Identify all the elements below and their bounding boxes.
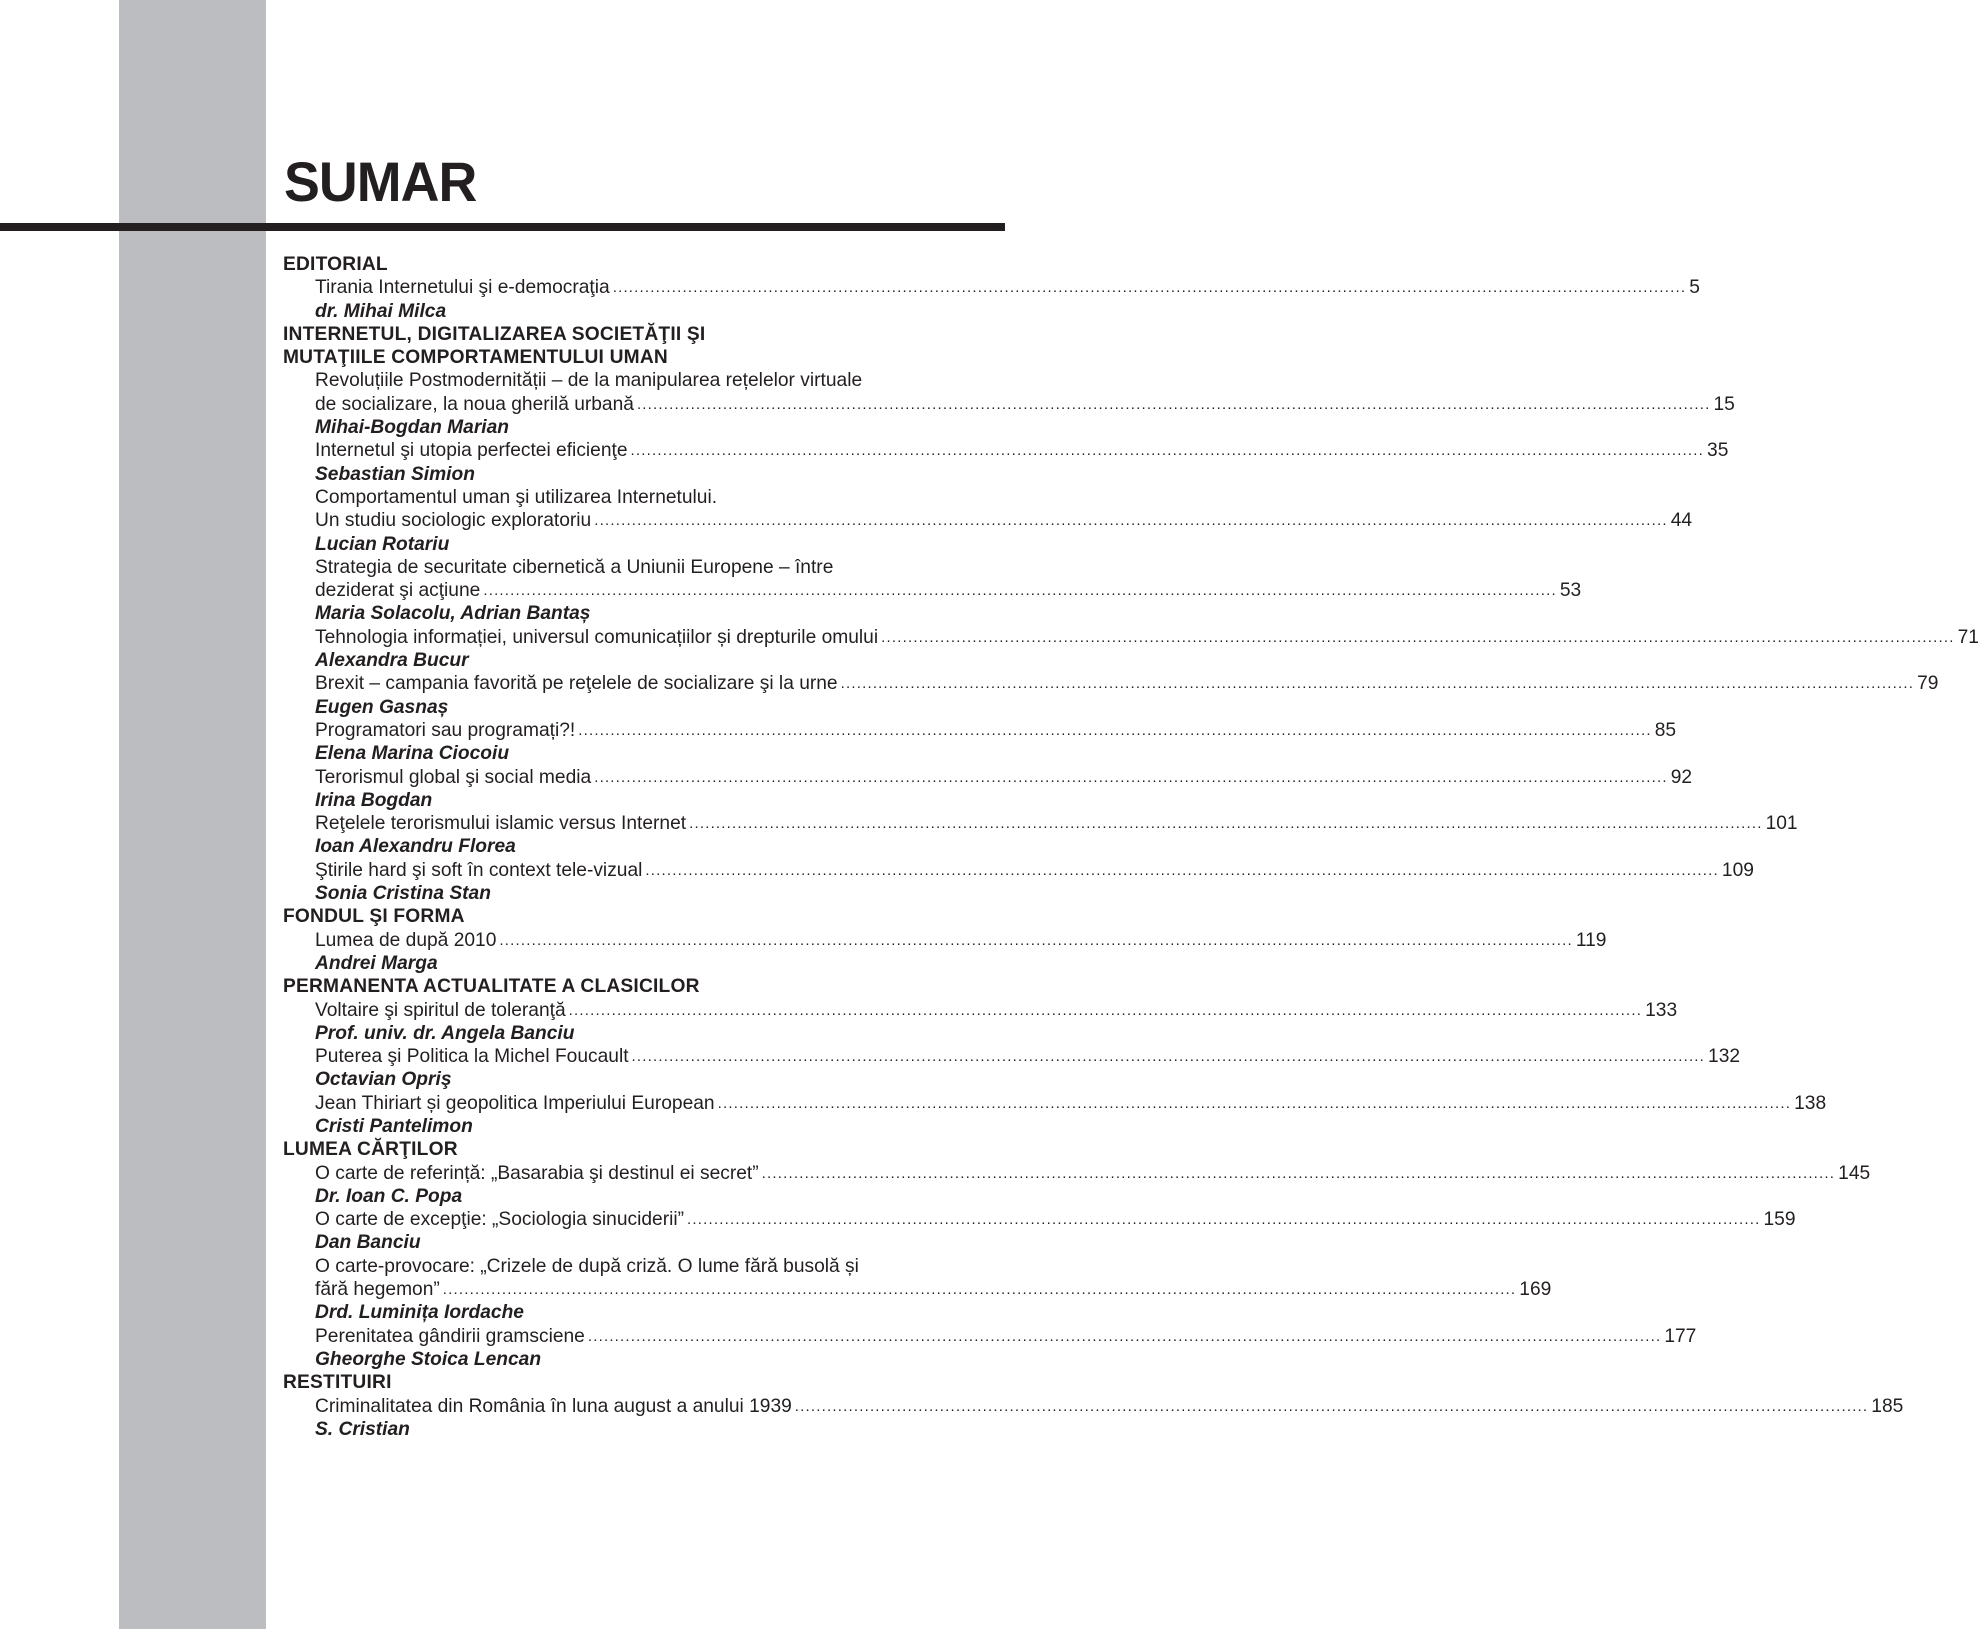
toc-author: Andrei Marga (315, 952, 438, 974)
toc-page-number: 109 (1721, 859, 1754, 881)
dot-leader: ........................................................................................................................................................................................................ (442, 1281, 1517, 1299)
toc-entry-title: Strategia de securitate cibernetică a Uniunii Europene – între (315, 556, 834, 578)
toc-entry (283, 1162, 1871, 1185)
toc-entry (283, 1325, 1697, 1348)
toc-entry-title-line (283, 369, 975, 392)
toc-entry (283, 276, 1700, 299)
toc-entry-title: O carte de referință: „Basarabia şi destinul ei secret” (315, 1162, 759, 1184)
toc-entry-title: Reţelele terorismului islamic versus Internet (315, 813, 687, 835)
toc-entry-title: Criminalitatea din România în luna august a anului 1939 (315, 1395, 792, 1417)
toc-entry-title: Voltaire şi spiritul de toleranţă (315, 999, 566, 1021)
toc-entry (283, 719, 1677, 742)
toc-page-number: 85 (1654, 719, 1677, 741)
toc-entry (283, 859, 1754, 882)
toc-section-heading: RESTITUIRI (283, 1372, 392, 1394)
toc-entry (283, 1395, 1904, 1418)
dot-leader: ........................................................................................................................................................................................................ (578, 721, 1652, 739)
toc-page-number: 185 (1871, 1395, 1904, 1417)
dot-leader: ........................................................................................................................................................................................................ (499, 931, 1573, 949)
toc-page-number: 44 (1670, 510, 1693, 532)
toc-page-number: 15 (1713, 393, 1735, 415)
toc-entry-title: Tehnologia informației, universul comunicațiilor și drepturile omului (315, 626, 879, 648)
toc-author: Alexandra Bucur (315, 650, 469, 672)
title-rule (0, 223, 1005, 231)
toc-author: Irina Bogdan (315, 789, 433, 811)
toc-entry (283, 1092, 1827, 1115)
dot-leader: ........................................................................................................................................................................................................ (483, 582, 1557, 600)
toc-entry-title: Ştirile hard şi soft în context tele-vizual (315, 859, 643, 881)
toc-entry (283, 812, 1798, 835)
toc-entry (283, 509, 1693, 532)
toc-page-number: 53 (1559, 580, 1582, 602)
toc-author: Eugen Gasnaș (315, 696, 449, 718)
toc-entry-title-line (283, 486, 975, 509)
toc-entry (283, 672, 1939, 695)
toc-section-heading: EDITORIAL (283, 254, 388, 275)
toc-page-number: 119 (1575, 929, 1607, 951)
page-title: SUMAR (284, 150, 477, 213)
toc-page-number: 71 (1957, 626, 1979, 648)
toc-page-number: 92 (1670, 766, 1693, 788)
toc-author: Dan Banciu (315, 1232, 421, 1254)
dot-leader: ........................................................................................................................................................................................................ (761, 1164, 1836, 1182)
dot-leader: ........................................................................................................................................................................................................ (840, 675, 1915, 693)
toc-section-heading: LUMEA CĂRŢILOR (283, 1139, 458, 1161)
toc-author: Gheorghe Stoica Lencan (315, 1348, 542, 1370)
toc-entry (283, 393, 1735, 416)
toc-entry (283, 579, 1582, 602)
toc-author: Drd. Luminița Iordache (315, 1302, 524, 1324)
toc-page-number: 5 (1689, 277, 1700, 299)
toc-page-number: 145 (1838, 1162, 1871, 1184)
toc-author: Elena Marina Ciocoiu (315, 743, 510, 765)
toc-entry-title: Comportamentul uman şi utilizarea Internetului. (315, 486, 718, 508)
toc-entry-title-line (283, 1255, 975, 1278)
dot-leader: ........................................................................................................................................................................................................ (612, 279, 1687, 297)
toc-author: dr. Mihai Milca (315, 300, 447, 322)
side-band (119, 0, 266, 1629)
toc-section-heading: PERMANENTA ACTUALITATE A CLASICILOR (283, 976, 700, 998)
toc-author: Maria Solacolu, Adrian Bantaș (315, 603, 591, 625)
toc-entry-title: Perenitatea gândirii gramsciene (315, 1325, 585, 1347)
toc-page-number: 177 (1664, 1325, 1697, 1347)
toc-entry-title-line (283, 556, 975, 579)
toc-author: S. Cristian (315, 1418, 410, 1440)
toc-entry (283, 1045, 1741, 1068)
toc-entry-title: de socializare, la noua gherilă urbană (315, 393, 634, 415)
toc-entry-title: fără hegemon” (315, 1279, 440, 1301)
toc-entry (283, 1208, 1796, 1231)
dot-leader: ........................................................................................................................................................................................................ (631, 1048, 1706, 1066)
dot-leader: ........................................................................................................................................................................................................ (717, 1094, 1792, 1112)
toc-page-number: 133 (1645, 999, 1678, 1021)
toc-entry (283, 1278, 1552, 1301)
toc-entry (283, 626, 1979, 649)
toc-entry-title: Internetul şi utopia perfectei eficienţe (315, 440, 628, 462)
toc-page-number: 132 (1708, 1046, 1741, 1068)
toc-author: Octavian Opriş (315, 1069, 452, 1091)
toc-author: Prof. univ. dr. Angela Banciu (315, 1022, 575, 1044)
toc-author: Cristi Pantelimon (315, 1115, 473, 1137)
toc-entry (283, 439, 1729, 462)
table-of-contents (283, 253, 1979, 1441)
toc-author: Lucian Rotariu (315, 533, 450, 555)
toc-entry-title: Lumea de după 2010 (315, 929, 497, 951)
dot-leader: ........................................................................................................................................................................................................ (645, 861, 1719, 879)
toc-page-number: 138 (1794, 1092, 1827, 1114)
toc-entry (283, 929, 1607, 952)
toc-entry-title: deziderat şi acţiune (315, 580, 481, 602)
toc-entry-title: Puterea şi Politica la Michel Foucault (315, 1046, 629, 1068)
toc-author: Dr. Ioan C. Popa (315, 1185, 463, 1207)
toc-section-heading: MUTAŢIILE COMPORTAMENTULUI UMAN (283, 347, 668, 369)
dot-leader: ........................................................................................................................................................................................................ (630, 442, 1705, 460)
toc-page-number: 169 (1519, 1279, 1552, 1301)
dot-leader: ........................................................................................................................................................................................................ (594, 512, 1668, 530)
toc-entry-title: Brexit – campania favorită pe reţelele de socializare şi la urne (315, 673, 838, 695)
toc-entry-title: Terorismul global şi social media (315, 766, 592, 788)
toc-entry (283, 766, 1693, 789)
dot-leader: ........................................................................................................................................................................................................ (687, 1211, 1761, 1229)
dot-leader: ........................................................................................................................................................................................................ (881, 628, 1955, 646)
toc-author: Sonia Cristina Stan (315, 883, 491, 905)
dot-leader: ........................................................................................................................................................................................................ (568, 1001, 1643, 1019)
toc-entry-title: O carte-provocare: „Crizele de după criză. O lume fără busolă și (315, 1255, 859, 1277)
dot-leader: ........................................................................................................................................................................................................ (636, 395, 1711, 413)
toc-section-heading: INTERNETUL, DIGITALIZAREA SOCIETĂŢII ŞI (283, 323, 706, 345)
toc-page-number: 35 (1707, 440, 1729, 462)
toc-entry (283, 999, 1678, 1022)
toc-page-number: 101 (1765, 813, 1798, 835)
toc-page-number: 79 (1917, 673, 1939, 695)
toc-entry-title: O carte de excepţie: „Sociologia sinuciderii” (315, 1209, 685, 1231)
dot-leader: ........................................................................................................................................................................................................ (794, 1397, 1869, 1415)
dot-leader: ........................................................................................................................................................................................................ (587, 1327, 1662, 1345)
toc-author: Ioan Alexandru Florea (315, 836, 516, 858)
toc-entry-title: Jean Thiriart și geopolitica Imperiului European (315, 1092, 715, 1114)
toc-author: Mihai-Bogdan Marian (315, 417, 510, 439)
toc-entry-title: Revoluțiile Postmodernității – de la manipularea rețelelor virtuale (315, 370, 863, 392)
toc-page-number: 159 (1763, 1209, 1796, 1231)
toc-entry-title: Un studiu sociologic exploratoriu (315, 510, 592, 532)
toc-entry-title: Tirania Internetului şi e-democraţia (315, 277, 610, 299)
toc-entry-title: Programatori sau programați?! (315, 719, 576, 741)
dot-leader: ........................................................................................................................................................................................................ (594, 768, 1668, 786)
dot-leader: ........................................................................................................................................................................................................ (689, 815, 1763, 833)
toc-section-heading: FONDUL ŞI FORMA (283, 906, 465, 928)
toc-author: Sebastian Simion (315, 463, 475, 485)
